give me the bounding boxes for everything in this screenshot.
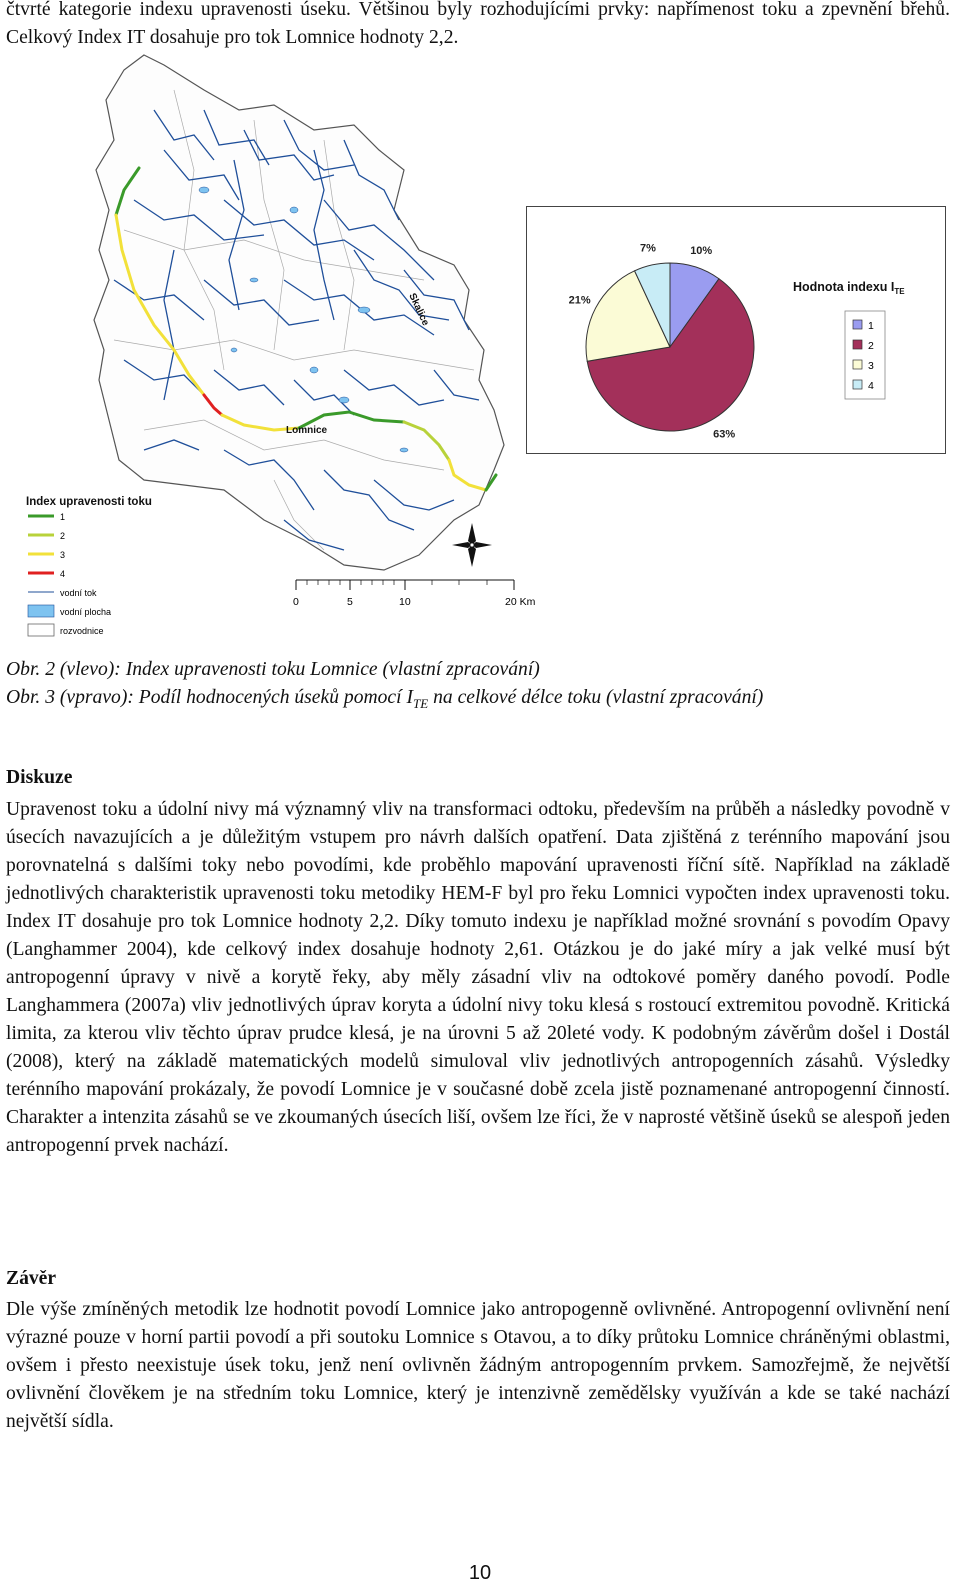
pie-value-label-1: 10% xyxy=(690,244,713,257)
scale-tick-0: 0 xyxy=(293,596,299,608)
river-map xyxy=(24,50,554,650)
legend-label-watershed: rozvodnice xyxy=(60,626,104,636)
page-number: 10 xyxy=(468,1562,492,1584)
intro-paragraph: čtvrté kategorie indexu upravenosti úseku. Většinou byly rozhodujícími prvky: napřímenost toku a zpevnění břehů. Celkový Index IT dosahuje pro tok Lomnice hodnoty 2,2. xyxy=(6,0,950,48)
discussion-heading: Diskuze xyxy=(6,767,73,788)
figure-3-caption: Obr. 3 (vpravo): Podíl hodnocených úseků pomocí $I_{TE}$ na celkové délce toku (vlastní zpracování) xyxy=(6,687,764,711)
pie-legend-label-1: 1 xyxy=(868,320,874,332)
north-arrow-icon xyxy=(452,523,492,567)
pie-legend-box xyxy=(845,311,885,399)
legend-label-stream: vodní tok xyxy=(60,588,97,598)
pie-chart xyxy=(527,207,944,452)
pie-legend-label-3: 3 xyxy=(868,360,874,372)
scale-bar xyxy=(293,580,536,608)
legend-label-4: 4 xyxy=(60,569,66,579)
pie-legend-label-4: 4 xyxy=(868,380,874,392)
basin-outline xyxy=(94,55,504,570)
legend-label-waterbody: vodní plocha xyxy=(60,607,112,617)
pie-legend-swatch-1 xyxy=(853,320,862,329)
scale-tick-20: 20 Km xyxy=(505,596,536,608)
legend-label-3: 3 xyxy=(60,550,66,560)
scale-tick-10: 10 xyxy=(399,596,411,608)
pie-legend-swatch-3 xyxy=(853,360,862,369)
figure-2-caption: Obr. 2 (vlevo): Index upravenosti toku Lomnice (vlastní zpracování) xyxy=(6,659,540,680)
pie-legend-swatch-2 xyxy=(853,340,862,349)
scale-tick-5: 5 xyxy=(347,596,353,608)
map-legend-title: Index upravenosti toku xyxy=(26,496,152,508)
legend-swatch-watershed xyxy=(28,624,54,636)
legend-label-2: 2 xyxy=(60,531,66,541)
pie-legend-title: Hodnota indexu $I_{TE}$ xyxy=(793,280,905,296)
pie-value-label-4: 7% xyxy=(640,242,656,255)
pie-value-label-3: 21% xyxy=(568,294,591,307)
pie-legend-label-2: 2 xyxy=(868,340,874,352)
legend-swatch-waterbody xyxy=(28,605,54,617)
map-label-town: Lomnice xyxy=(286,425,328,436)
map-label-river: Skalice xyxy=(406,291,431,328)
pie-value-label-2: 63% xyxy=(713,428,736,441)
legend-label-1: 1 xyxy=(60,512,66,522)
conclusion-paragraph: Dle výše zmíněných metodik lze hodnotit povodí Lomnice jako antropogenně ovlivněné. Antropogenní ovlivnění není výrazné pouze v horní partii povodí a při soutoku Lomnice s Otavou, a to díky průtoku Lomnice chráněnými oblastmi, ovšem i přesto neexistuje úsek toku, jenž není ovlivněn žádným antropogenním prvkem. Samozřejmě, že největší ovlivnění člověkem je na středním toku Lomnice, který je intenzivně zemědělsky využíván a kde se také nachází největší sídla. xyxy=(6,1299,950,1432)
pie-legend-swatch-4 xyxy=(853,380,862,389)
river-map-figure xyxy=(24,50,554,650)
map-legend xyxy=(26,496,152,636)
pie-slices xyxy=(586,263,754,431)
pie-chart-figure xyxy=(526,206,946,454)
conclusion-heading: Závěr xyxy=(6,1268,57,1289)
discussion-paragraph: Upravenost toku a údolní nivy má významný vliv na transformaci odtoku, především na průběh a následky povodně v úsecích navazujících a je důležitým vstupem pro návrh dalších opatření. Data zjištěná z terénního mapování jsou porovnatelná s dalšími toky nebo povodími, kde proběhlo mapování upravenosti říční sítě. Například na základě jednotlivých charakteristik upravenosti toku metodiky HEM-F byl pro řeku Lomnici vypočten index upravenosti toku. Index IT dosahuje pro tok Lomnice hodnoty 2,2. Díky tomuto indexu je například možné srovnání s povodím Opavy (Langhammer 2004), kde celkový index dosahuje hodnoty 2,61. Otázkou je do jaké míry a jak velké musí být antropogenní úpravy v nivě a korytě řeky, aby měly zásadní vliv na odtokové poměry daného povodí. Podle Langhammera (2007a) vliv jednotlivých úprav koryta a údolní nivy toku klesá s rostoucí extremitou povodně. Kritická limita, za kterou vliv těchto úprav prudce klesá, je na úrovni 5 až 20leté vody. K podobným závěrům došel i Dostál (2008), který na základě matematických modelů simuloval vliv jednotlivých antropogenních zásahů. Výsledky terénního mapování prokázaly, že povodí Lomnice je v současné době zcela jistě poznamenané antropogenní činností. Charakter a intenzita zásahů se ve zkoumaných úsecích liší, ovšem lze říci, že v naprosté většině úseků se alespoň jeden antropogenní prvek nachází. xyxy=(6,799,950,1156)
